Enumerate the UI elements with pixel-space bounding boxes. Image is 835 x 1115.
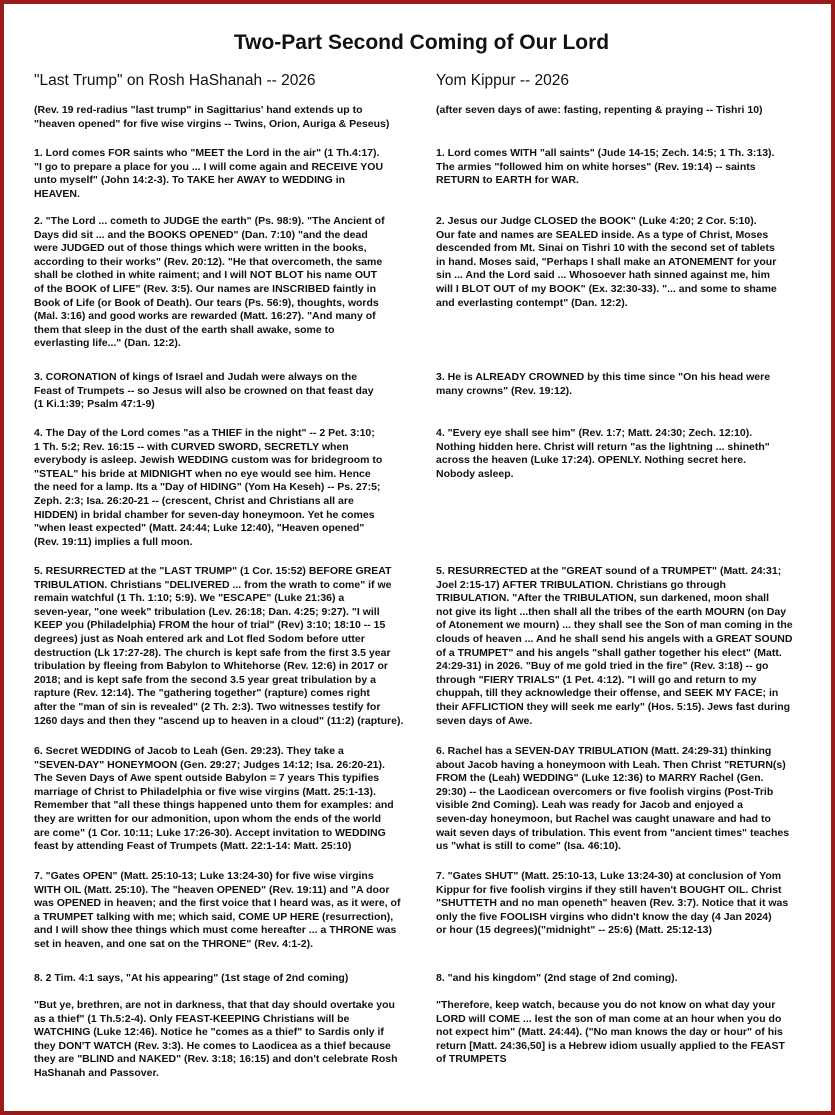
yom-kippur-column-header: Yom Kippur -- 2026: [436, 72, 569, 89]
left-intro-note: (Rev. 19 red-radius "last trump" in Sagittarius' hand extends up to "heaven opened" for five wise virgins -- Twins, Orion, Auriga & Peseus): [34, 104, 390, 130]
right-point-4: 4. "Every eye shall see him" (Rev. 1:7; Matt. 24:30; Zech. 12:10). Nothing hidden here. Christ will return "as the lightning ... shineth" across the heaven (Luke 17:24). OPENLY. Nothing secret here. Nobody asleep.: [436, 427, 770, 480]
left-point-5: 5. RESURRECTED at the "LAST TRUMP" (1 Cor. 15:52) BEFORE GREAT TRIBULATION. Christians "DELIVERED ... from the wrath to come" if we remain watchful (1 Th. 1:10; 5:9). We "ESCAPE" (Luke 21:36) a seven-year, "one week" tribulation (Lev. 26:18; Dan. 4:25; 9:27). "I will KEEP you (Philadelphia) FROM the hour of trial" (Rev) 3:10; 18:10 -- 15 degrees) just as Noah entered ark and Lot fled Sodom before utter destruction (Lk 17:27-28). The church is kept safe from the first 3.5 year tribulation by fleeing from Babylon to Whitehorse (Rev. 12:6) in 2017 or 2018; and is kept safe from the second 3.5 year great tribulation by a rapture (Rev. 12:14). The "gathering together" (rapture) comes right after the "man of sin is revealed" (2 Th. 2:3). Two witnesses testify for 1260 days and then they "ascend up to heaven in a cloud" (11:2) (rapture).: [34, 565, 404, 727]
left-point-7: 7. "Gates OPEN" (Matt. 25:10-13; Luke 13:24-30) for five wise virgins WITH OIL (Matt. 25:10). The "heaven OPENED" (Rev. 19:11) and "A door was OPENED in heaven; and the first voice that I heard was, as it were, of a TRUMPET talking with me; which said, COME UP HERE (resurrection), and I will show thee things which must come hereafter ... a THRONE was set in heaven, and one sat on the THRONE" (Rev. 4:1-2).: [34, 870, 401, 950]
right-closing-quote: "Therefore, keep watch, because you do not know on what day your LORD will COME ... lest the son of man come at an hour when you do not expect him" (Matt. 24:44). ("No man knows the day or hour" of his return [Matt. 24:36,50] is a Hebrew idiom usually applied to the FEAST of TRUMPETS: [436, 999, 785, 1066]
left-point-2: 2. "The Lord ... cometh to JUDGE the earth" (Ps. 98:9). "The Ancient of Days did sit ... and the BOOKS OPENED" (Dan. 7:10) "and the dead were JUDGED out of those things which were written in the books, according to their works" (Rev. 20:12). "He that overcometh, the same shall be clothed in white raiment; and I will NOT BLOT his name OUT of the BOOK of LIFE" (Rev. 3:5). Our names are INSCRIBED faintly in Book of Life (or Book of Death). Our tears (Ps. 56:9), thoughts, words (Mal. 3:16) and good works are rewarded (Matt. 16:27). "And many of them that sleep in the dust of the earth shall awake, some to everlasting life..." (Dan. 12:2).: [34, 215, 385, 350]
rosh-hashanah-column-header: "Last Trump" on Rosh HaShanah -- 2026: [34, 72, 316, 89]
left-closing-quote: "But ye, brethren, are not in darkness, that that day should overtake you as a thief" (1 Th.5:2-4). Only FEAST-KEEPING Christians will be WATCHING (Luke 12:46). Notice he "comes as a thief" to Sardis only if they DON'T WATCH (Rev. 3:3). He comes to Laodicea as a thief because they are "BLIND and NAKED" (Rev. 3:18; 16:15) and don't celebrate Rosh HaShanah and Passover.: [34, 999, 398, 1079]
left-point-4: 4. The Day of the Lord comes "as a THIEF in the night" -- 2 Pet. 3:10; 1 Th. 5:2; Rev. 16:15 -- with CURVED SWORD, SECRETLY when everybody is asleep. Jewish WEDDING custom was for bridegroom to "STEAL" his bride at MIDNIGHT when no eye would see him. Hence the need for a lamp. Its a "Day of HIDING" (Yom Ha Keseh) -- Ps. 27:5; Zeph. 2:3; Isa. 26:20-21 -- (crescent, Christ and Christians all are HIDDEN) in bridal chamber for seven-day honeymoon. Yet he comes "when least expected" (Matt. 24:44; Luke 12:40), "Heaven opened" (Rev. 19:11) implies a full moon.: [34, 427, 383, 548]
right-point-7: 7. "Gates SHUT" (Matt. 25:10-13, Luke 13:24-30) at conclusion of Yom Kippur for five foolish virgins if they still haven't BOUGHT OIL. Christ "SHUTTETH and no man openeth" heaven (Rev. 3:7). Notice that it was only the five FOOLISH virgins who didn't know the day (4 Jan 2024) or hour (15 degrees)("midnight" -- 25:6) (Matt. 25:12-13): [436, 870, 789, 937]
right-point-6: 6. Rachel has a SEVEN-DAY TRIBULATION (Matt. 24:29-31) thinking about Jacob having a honeymoon with Leah. Then Christ "RETURN(s) FROM the (Leah) WEDDING" (Luke 12:36) to MARRY Rachel (Gen. 29:30) -- the Laodicean overcomers or five foolish virgins (Post-Trib visible 2nd Coming). Leah was ready for Jacob and enjoyed a seven-day honeymoon, but Rachel was caught unaware and had to wait seven days of tribulation. This event from "ancient times" teaches us "what is still to come" (Isa. 46:10).: [436, 745, 790, 853]
right-point-3: 3. He is ALREADY CROWNED by this time since "On his head were many crowns" (Rev. 19:12).: [436, 371, 771, 397]
left-point-1: 1. Lord comes FOR saints who "MEET the Lord in the air" (1 Th.4:17). "I go to prepare a place for you ... I will come again and RECEIVE YOU unto myself" (John 14:2-3). To TAKE her AWAY to WEDDING in HEAVEN.: [34, 147, 384, 200]
right-point-8: 8. "and his kingdom" (2nd stage of 2nd coming).: [436, 972, 678, 984]
right-intro-note: (after seven days of awe: fasting, repenting & praying -- Tishri 10): [436, 104, 763, 116]
page-title: Two-Part Second Coming of Our Lord: [233, 31, 610, 54]
left-point-8: 8. 2 Tim. 4:1 says, "At his appearing" (1st stage of 2nd coming): [34, 972, 349, 984]
right-point-2: 2. Jesus our Judge CLOSED the BOOK" (Luke 4:20; 2 Cor. 5:10). Our fate and names are SEALED inside. As a type of Christ, Moses descended from Mt. Sinai on Tishri 10 with the second set of tablets in hand. Moses said, "Perhaps I shall make an ATONEMENT for your sin ... And the Lord said ... Whosoever hath sinned against me, him will I BLOT OUT of my BOOK" (Ex. 32:30-33). "... and some to shame and everlasting contempt" (Dan. 12:2).: [436, 215, 777, 309]
right-point-5: 5. RESURRECTED at the "GREAT sound of a TRUMPET" (Matt. 24:31; Joel 2:15-17) AFTER TRIBULATION. Christians go through TRIBULATION. "After the TRIBULATION, sun darkened, moon shall not give its light ...then shall all the tribes of the earth MOURN (on Day of Atonement we mourn) ... they shall see the Son of man coming in the clouds of heaven ... And he shall send his angels with a GREAT SOUND of a TRUMPET" and his angels "shall gather together his elect" (Matt. 24:29-31) in 2026. "Buy of me gold tried in the fire" (Rev. 3:18) -- go through "FIERY TRIALS" (1 Pet. 4:12). "I will go and return to my chuppah, till they acknowledge their offense, and SEEK MY FACE; in their AFFLICTION they will seek me early" (Hos. 5:15). Jews fast during seven days of Awe.: [436, 565, 793, 727]
left-point-6: 6. Secret WEDDING of Jacob to Leah (Gen. 29:23). They take a "SEVEN-DAY" HONEYMOON (Gen. 29:27; Judges 14:12; Isa. 26:20-21). The Seven Days of Awe spent outside Babylon = 7 years This typifies marriage of Christ to Philadelphia or five wise virgins (Matt. 25:1-13). Remember that "all these things happened unto them for examples: and they are written for our admonition, upon whom the ends of the world are come" (1 Cor. 10:11; Luke 17:26-30). Accept invitation to WEDDING feast by attending Feast of Trumpets (Matt. 22:1-14: Matt. 25:10): [34, 745, 394, 853]
right-point-1: 1. Lord comes WITH "all saints" (Jude 14-15; Zech. 14:5; 1 Th. 3:13). The armies "followed him on white horses" (Rev. 19:14) -- saints RETURN to EARTH for WAR.: [436, 147, 775, 187]
left-point-3: 3. CORONATION of kings of Israel and Judah were always on the Feast of Trumpets -- so Jesus will also be crowned on that feast day (1 Ki.1:39; Psalm 47:1-9): [34, 371, 374, 411]
